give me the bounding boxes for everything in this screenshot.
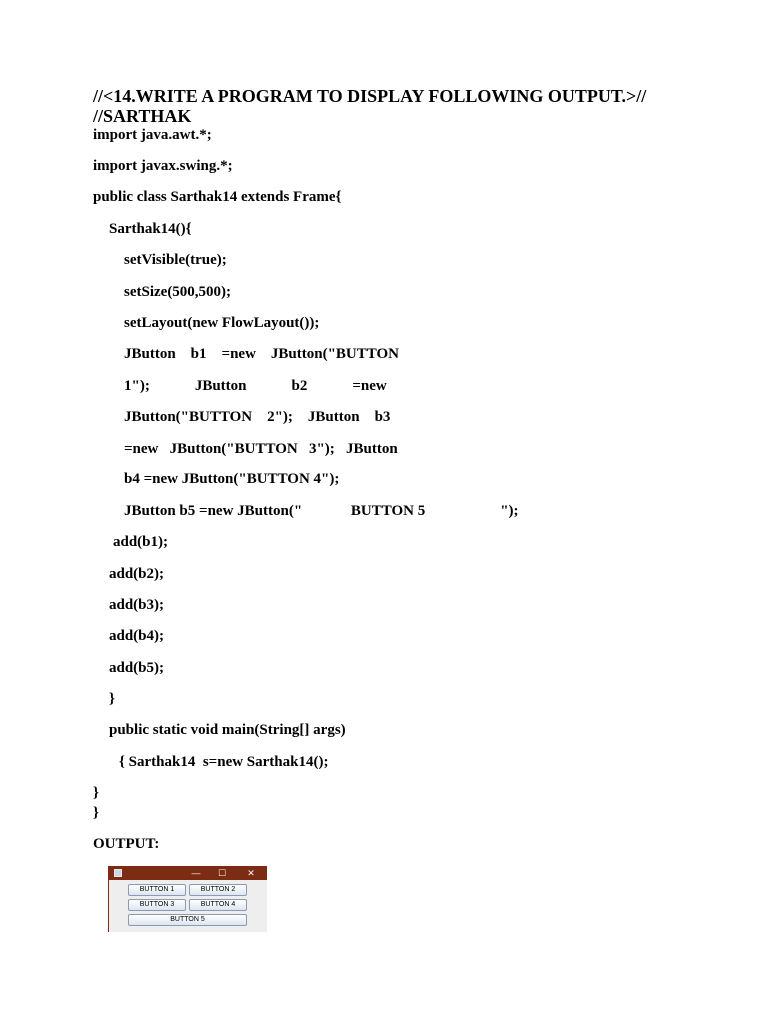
code-line: import javax.swing.*; (93, 158, 233, 174)
code-line: 1"); JButton b2 =new (124, 378, 387, 394)
code-line: setVisible(true); (124, 252, 227, 268)
code-line: import java.awt.*; (93, 127, 212, 143)
code-line: } (93, 805, 99, 821)
window-border (108, 880, 109, 932)
button-5: BUTTON 5 (128, 914, 247, 926)
code-line: add(b4); (109, 628, 165, 644)
code-line: } (109, 691, 115, 707)
code-line: add(b3); (109, 597, 165, 613)
code-line: public class Sarthak14 extends Frame{ (93, 189, 342, 205)
close-icon: ✕ (247, 868, 255, 878)
heading-line-1: //<14.WRITE A PROGRAM TO DISPLAY FOLLOWING OUTPUT.>// (93, 86, 647, 106)
code-line: =new JButton("BUTTON 3"); JButton (124, 441, 398, 457)
code-line: add(b1); (113, 534, 169, 550)
button-1: BUTTON 1 (128, 884, 186, 896)
code-line: public static void main(String[] args) (109, 722, 346, 738)
button-3: BUTTON 3 (128, 899, 186, 911)
button-4: BUTTON 4 (189, 899, 247, 911)
code-line: JButton b5 =new JButton(" BUTTON 5 "); (124, 503, 519, 519)
code-line: JButton("BUTTON 2"); JButton b3 (124, 409, 391, 425)
heading-line-2: //SARTHAK (93, 106, 192, 126)
code-line: add(b5); (109, 660, 165, 676)
code-line: b4 =new JButton("BUTTON 4"); (124, 471, 340, 487)
output-window-screenshot (108, 866, 267, 932)
code-line: JButton b1 =new JButton("BUTTON (124, 346, 399, 362)
java-app-icon (114, 869, 122, 877)
code-line: } (93, 785, 99, 801)
maximize-icon: ☐ (217, 868, 227, 878)
code-line: add(b2); (109, 566, 165, 582)
button-2: BUTTON 2 (189, 884, 247, 896)
code-line: Sarthak14(){ (109, 221, 192, 237)
code-line: setSize(500,500); (124, 284, 232, 300)
code-line: setLayout(new FlowLayout()); (124, 315, 320, 331)
output-label: OUTPUT: (93, 836, 160, 852)
window-titlebar (108, 866, 267, 880)
code-line: { Sarthak14 s=new Sarthak14(); (119, 754, 329, 770)
minimize-icon: — (191, 868, 201, 878)
